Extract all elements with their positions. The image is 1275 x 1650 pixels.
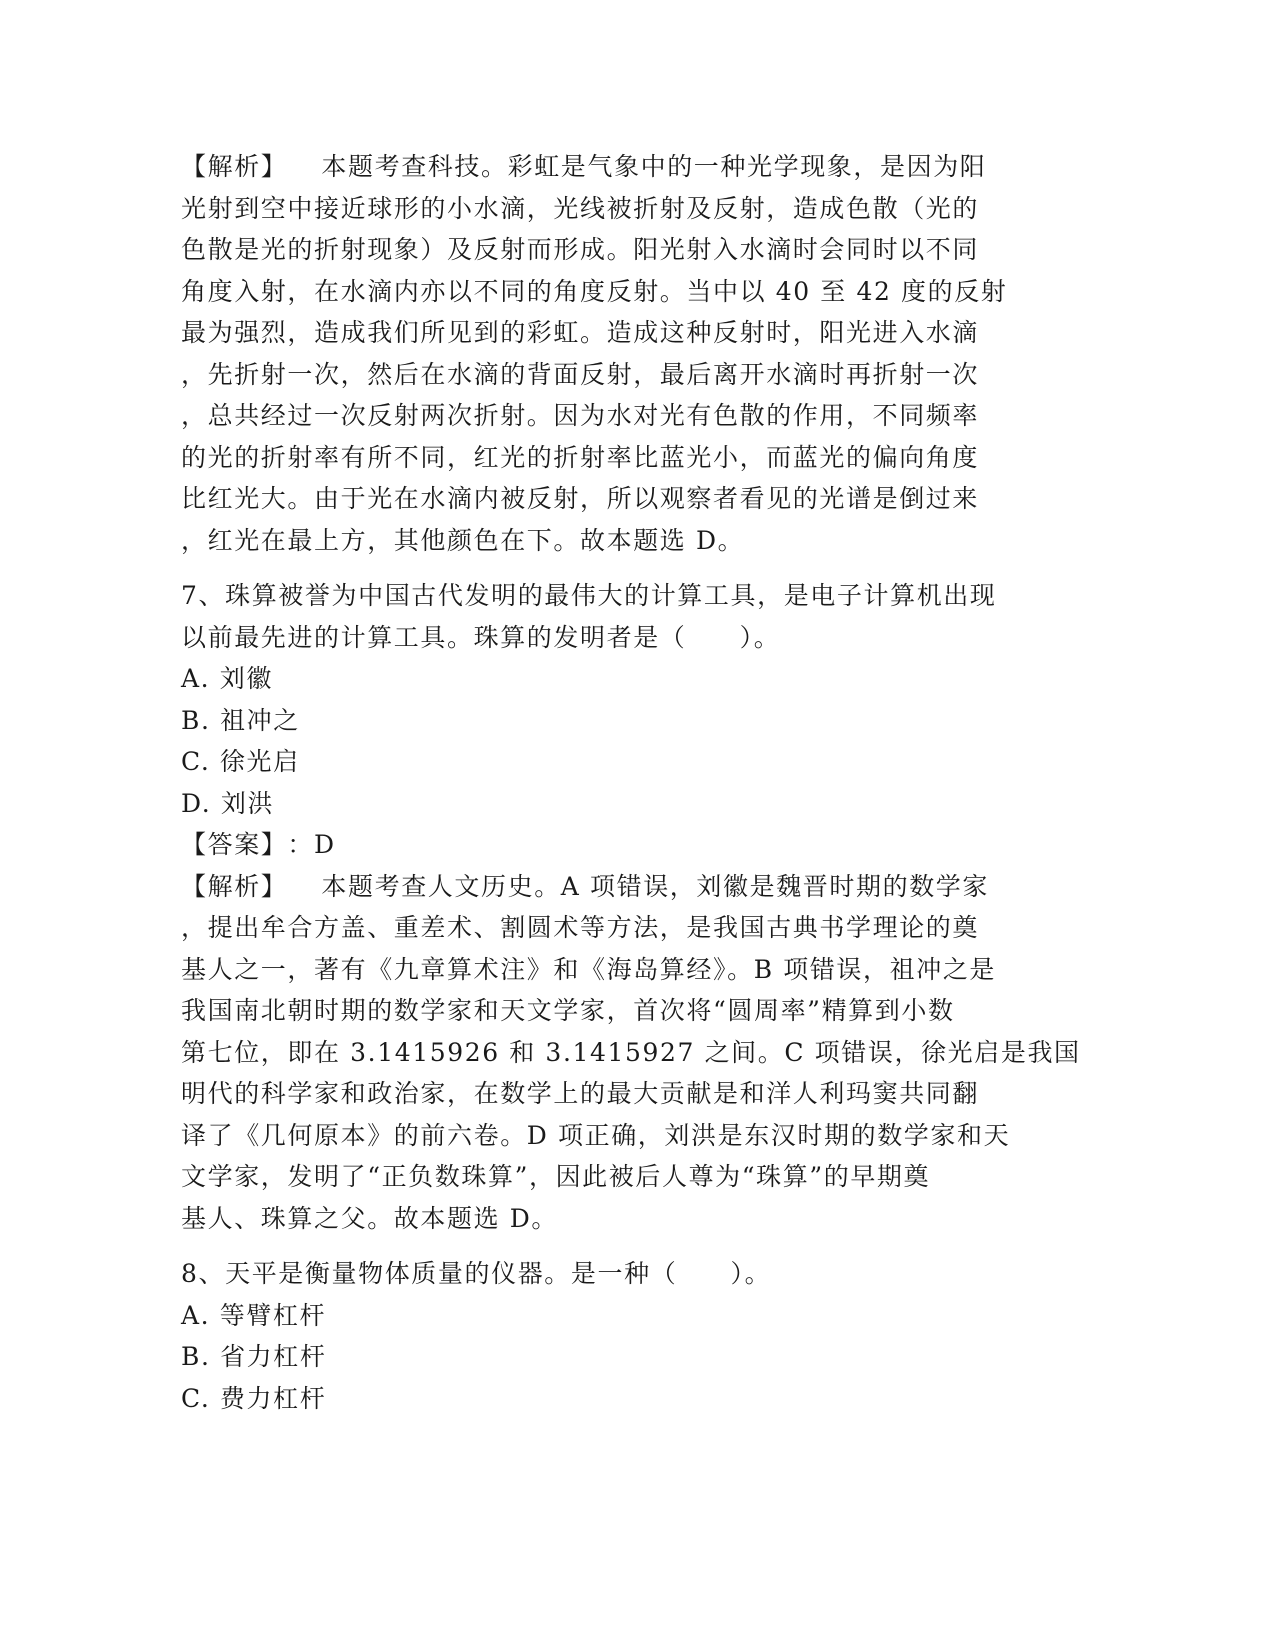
q6-analysis (181, 146, 1051, 561)
analysis-label: 【解析】 (181, 152, 288, 181)
q6-analysis-line: 比红光大。由于光在水滴内被反射，所以观察者看见的光谱是倒过来 (181, 484, 980, 513)
q7-option-a: A. 刘徽 (181, 664, 273, 693)
q7-analysis-line: 第七位，即在 3.1415926 和 3.1415927 之间。C 项错误，徐光启是我国 (181, 1037, 1081, 1067)
q7-stem-line: 以前最先进的计算工具。珠算的发明者是（ ）。 (181, 622, 781, 652)
q6-analysis-line: 角度入射，在水滴内亦以不同的角度反射。当中以 40 至 42 度的反射 (181, 276, 1008, 306)
q6-analysis-line: 色散是光的折射现象）及反射而形成。阳光射入水滴时会同时以不同 (181, 235, 980, 264)
q7-option-c: C. 徐光启 (181, 747, 300, 776)
q6-analysis-line: 光射到空中接近球形的小水滴，光线被折射及反射，造成色散（光的 (181, 193, 980, 223)
q7-analysis-line: 基人之一，著有《九章算术注》和《海岛算经》。B 项错误，祖冲之是 (181, 954, 997, 984)
answer-label: 【答案】 (181, 830, 288, 859)
q7-analysis-line: ，提出牟合方盖、重差术、割圆术等方法，是我国古典书学理论的奠 (181, 913, 980, 942)
block-gap (181, 561, 1051, 575)
question-8 (181, 1253, 1051, 1419)
q7-stem-line: 7、珠算被誉为中国古代发明的最伟大的计算工具，是电子计算机出现 (181, 581, 997, 610)
analysis-text: 本题考查人文历史。A 项错误，刘徽是魏晋时期的数学家 (321, 871, 990, 901)
q6-analysis-line: ，总共经过一次反射两次折射。因为水对光有色散的作用，不同频率 (181, 401, 980, 430)
q7-option-d: D. 刘洪 (181, 788, 275, 818)
q7-analysis-line: 基人、珠算之父。故本题选 D。 (181, 1203, 558, 1233)
analysis-text: 本题考查科技。彩虹是气象中的一种光学现象，是因为阳 (321, 152, 987, 181)
q8-stem: 8、天平是衡量物体质量的仪器。是一种（ ）。 (181, 1259, 772, 1288)
q7-answer (181, 824, 1051, 866)
question-7 (181, 575, 1081, 1239)
block-gap (181, 1239, 1051, 1253)
q7-analysis-line: 明代的科学家和政治家，在数学上的最大贡献是和洋人利玛窦共同翻 (181, 1079, 980, 1108)
analysis-label: 【解析】 (181, 871, 288, 901)
q7-analysis-line: 译了《几何原本》的前六卷。D 项正确，刘洪是东汉时期的数学家和天 (181, 1120, 1011, 1150)
q6-analysis-line: ，先折射一次，然后在水滴的背面反射，最后离开水滴时再折射一次 (181, 359, 980, 389)
answer-value: ：D (287, 830, 336, 859)
q8-option-b: B. 省力杠杆 (181, 1342, 327, 1371)
q6-analysis-line: 的光的折射率有所不同，红光的折射率比蓝光小，而蓝光的偏向角度 (181, 442, 980, 472)
q7-analysis-line (181, 866, 1051, 908)
q6-analysis-line: ，红光在最上方，其他颜色在下。故本题选 D。 (181, 525, 745, 555)
q8-option-a: A. 等臂杠杆 (181, 1300, 327, 1330)
q7-analysis-line: 文学家，发明了“正负数珠算”，因此被后人尊为“珠算”的早期奠 (181, 1162, 931, 1191)
q6-analysis-line: 最为强烈，造成我们所见到的彩虹。造成这种反射时，阳光进入水滴 (181, 318, 980, 347)
q7-analysis-line: 我国南北朝时期的数学家和天文学家，首次将“圆周率”精算到小数 (181, 996, 955, 1025)
q6-analysis-line (181, 146, 1051, 188)
q7-option-b: B. 祖冲之 (181, 705, 300, 735)
page-content (181, 146, 1081, 1419)
q8-option-c: C. 费力杠杆 (181, 1383, 327, 1413)
